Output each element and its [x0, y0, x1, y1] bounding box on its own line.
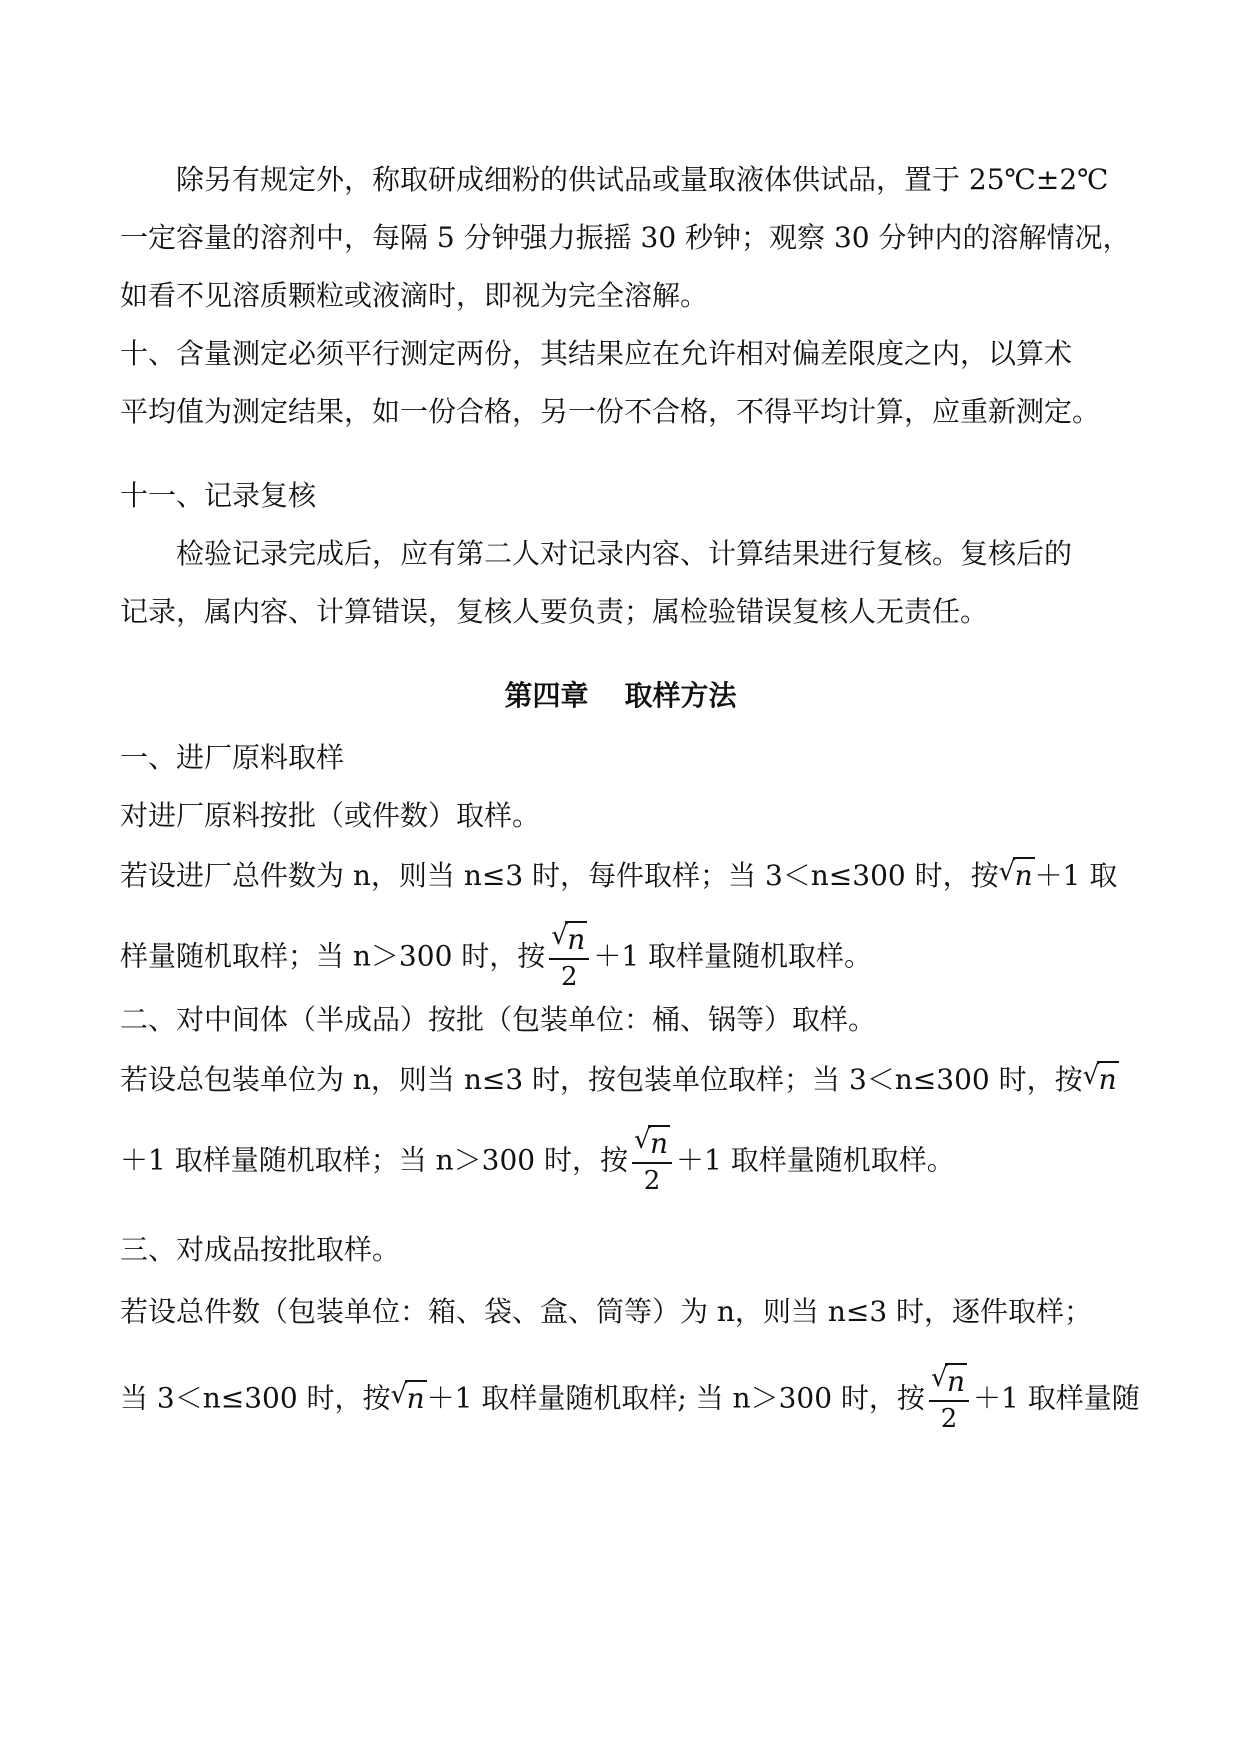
- radical-sign: √: [1082, 1061, 1100, 1091]
- paragraph-line: 对进厂原料按批（或件数）取样。: [120, 799, 541, 832]
- section-eleven-heading: 十一、记录复核: [120, 479, 317, 512]
- radical-sign: √: [634, 1125, 651, 1155]
- radical-sign: √: [551, 921, 568, 951]
- sqrt-n: [1083, 1060, 1119, 1100]
- radical-sign: √: [390, 1379, 408, 1410]
- paragraph-line: 记录，属内容、计算错误，复核人要负责；属检验错误复核人无责任。: [120, 595, 989, 628]
- denominator: 2: [643, 1166, 661, 1196]
- section-one-heading: 一、进厂原料取样: [120, 741, 345, 774]
- formula-line: [120, 922, 872, 994]
- text-segment: ＋1 取样量随: [972, 1381, 1140, 1415]
- section-three-heading: 三、对成品按批取样。: [120, 1233, 401, 1266]
- text-segment: ＋1 取样量随机取样；当 n＞300 时，按: [120, 1143, 628, 1177]
- radical-sign: √: [998, 857, 1016, 887]
- text-segment: ＋1 取样量随机取样。: [593, 939, 873, 973]
- text-segment: ＋1 取样量随机取样。: [676, 1143, 955, 1177]
- text-segment: 若设总包装单位为 n，则当 n≤3 时，按包装单位取样；当 3＜n≤300 时，按: [120, 1063, 1083, 1096]
- text-segment: ＋1 取样量随机取样; 当 n＞300 时，按: [426, 1381, 925, 1415]
- paragraph-line: 平均值为测定结果，如一份合格，另一份不合格，不得平均计算，应重新测定。: [120, 395, 1101, 428]
- formula-line: [120, 1364, 1140, 1436]
- paragraph-line: 检验记录完成后，应有第二人对记录内容、计算结果进行复核。复核后的: [176, 537, 1073, 570]
- radical-sign: √: [930, 1363, 948, 1393]
- chapter-number: 第四章: [504, 679, 589, 712]
- paragraph-line: 若设总件数（包装单位：箱、袋、盒、筒等）为 n，则当 n≤3 时，逐件取样；: [120, 1295, 1093, 1328]
- sqrt-n: [931, 1364, 967, 1400]
- paragraph-line: 如看不见溶质颗粒或液滴时，即视为完全溶解。: [120, 279, 709, 312]
- radicand: n: [650, 1127, 669, 1160]
- formula-line: [120, 1060, 1119, 1100]
- text-segment: 当 3＜n≤300 时，按: [120, 1381, 391, 1415]
- text-segment: 若设进厂总件数为 n，则当 n≤3 时，每件取样；当 3＜n≤300 时，按: [120, 859, 999, 892]
- section-ten-line: 十、含量测定必须平行测定两份，其结果应在允许相对偏差限度之内，以算术: [120, 337, 1073, 370]
- sqrt-n: [634, 1126, 670, 1162]
- paragraph-line: 一定容量的溶剂中，每隔 5 分钟强力振摇 30 秒钟；观察 30 分钟内的溶解情况，: [120, 221, 1131, 254]
- text-segment: 样量随机取样；当 n＞300 时，按: [120, 939, 546, 973]
- radicand: n: [567, 923, 586, 956]
- radicand: n: [406, 1381, 425, 1415]
- fraction-sqrt-n-over-2: [549, 922, 589, 994]
- fraction-sqrt-n-over-2: [632, 1126, 672, 1198]
- sqrt-n: [551, 922, 587, 958]
- paragraph-line: 除另有规定外，称取研成细粉的供试品或量取液体供试品，置于 25℃±2℃: [176, 163, 1109, 196]
- formula-line: [120, 1126, 955, 1198]
- section-two-heading: 二、对中间体（半成品）按批（包装单位：桶、锅等）取样。: [120, 1003, 877, 1036]
- denominator: 2: [561, 962, 578, 992]
- formula-line: [120, 856, 1117, 896]
- sqrt-n: [999, 856, 1035, 896]
- radicand: n: [1014, 859, 1033, 892]
- fraction-sqrt-n-over-2: [929, 1364, 969, 1436]
- denominator: 2: [940, 1404, 958, 1434]
- chapter-heading: [0, 676, 1241, 716]
- sqrt-n: [391, 1379, 427, 1419]
- radicand: n: [946, 1365, 965, 1398]
- radicand: n: [1098, 1063, 1117, 1096]
- text-segment: ＋1 取: [1034, 859, 1118, 892]
- chapter-title: 取样方法: [624, 679, 737, 712]
